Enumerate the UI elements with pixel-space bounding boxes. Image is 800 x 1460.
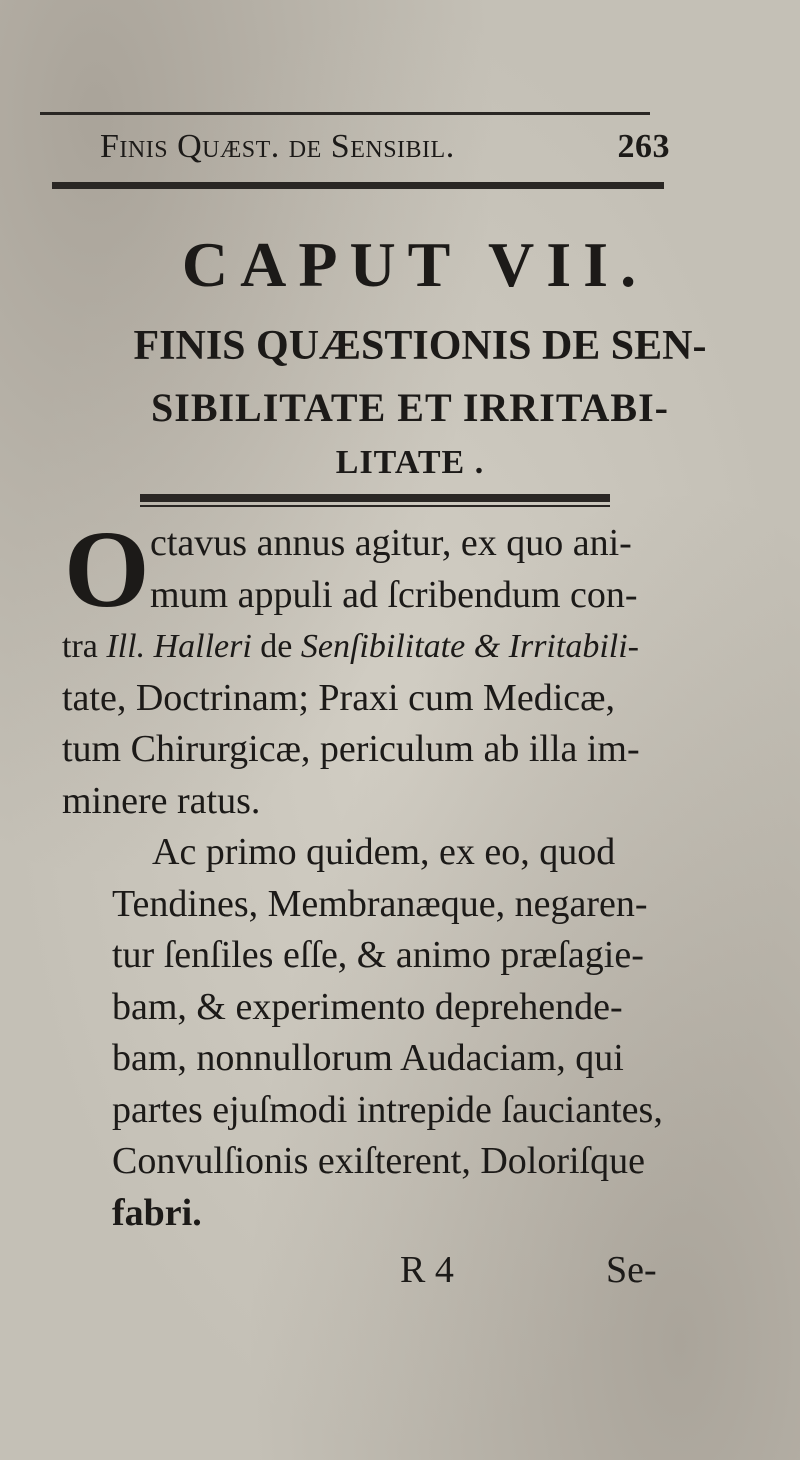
signature-mark: R 4 — [400, 1249, 454, 1291]
chapter-title-line-3: LITATE . — [335, 444, 485, 481]
text-line-7: Ac primo quidem, ex eo, quod — [152, 831, 616, 873]
text-line-3: tra Ill. Halleri de Senſibilitate & Irritabili- — [62, 628, 639, 665]
text-line-12: partes ejuſmodi intrepide ſauciantes, — [112, 1088, 663, 1131]
header-rule-bottom — [52, 182, 664, 189]
page-number: 263 — [617, 128, 670, 165]
text-line-13: Convulſionis exiſterent, Doloriſque — [112, 1140, 645, 1182]
body-text — [62, 518, 692, 1239]
text-line-6: minere ratus. — [62, 779, 261, 822]
text-line-4: tate, Doctrinam; Praxi cum Medicæ, — [62, 676, 615, 719]
chapter-heading: CAPUT VII. — [181, 229, 649, 300]
text-line-14: fabri. — [112, 1191, 202, 1234]
text-line-10: bam, & experimento deprehende- — [112, 985, 623, 1028]
header-rule-top — [40, 112, 650, 115]
running-head-text: Finis Quæst. de Sensibil. — [100, 128, 455, 165]
text-line-8: Tendines, Membranæque, negaren- — [112, 882, 648, 925]
text-line-11: bam, nonnullorum Audaciam, qui — [112, 1037, 624, 1079]
running-head — [100, 128, 670, 166]
chapter-title-line-1: FINIS QUÆSTIONIS DE SEN- — [133, 323, 707, 369]
chapter-title-line-2: SIBILITATE ET IRRITABI- — [151, 385, 669, 430]
text-line-1: ctavus annus agitur, ex quo ani- — [150, 522, 632, 564]
text-line-9: tur ſenſiles eſſe, & animo præſagie- — [112, 934, 644, 976]
drop-cap: O — [64, 508, 150, 630]
text-line-2: mum appuli ad ſcribendum con- — [150, 573, 638, 616]
title-ornament-rule-thin — [140, 505, 610, 507]
title-ornament-rule — [140, 494, 610, 502]
catchword: Se- — [606, 1249, 657, 1291]
text-line-5: tum Chirurgicæ, periculum ab illa im- — [62, 728, 640, 770]
